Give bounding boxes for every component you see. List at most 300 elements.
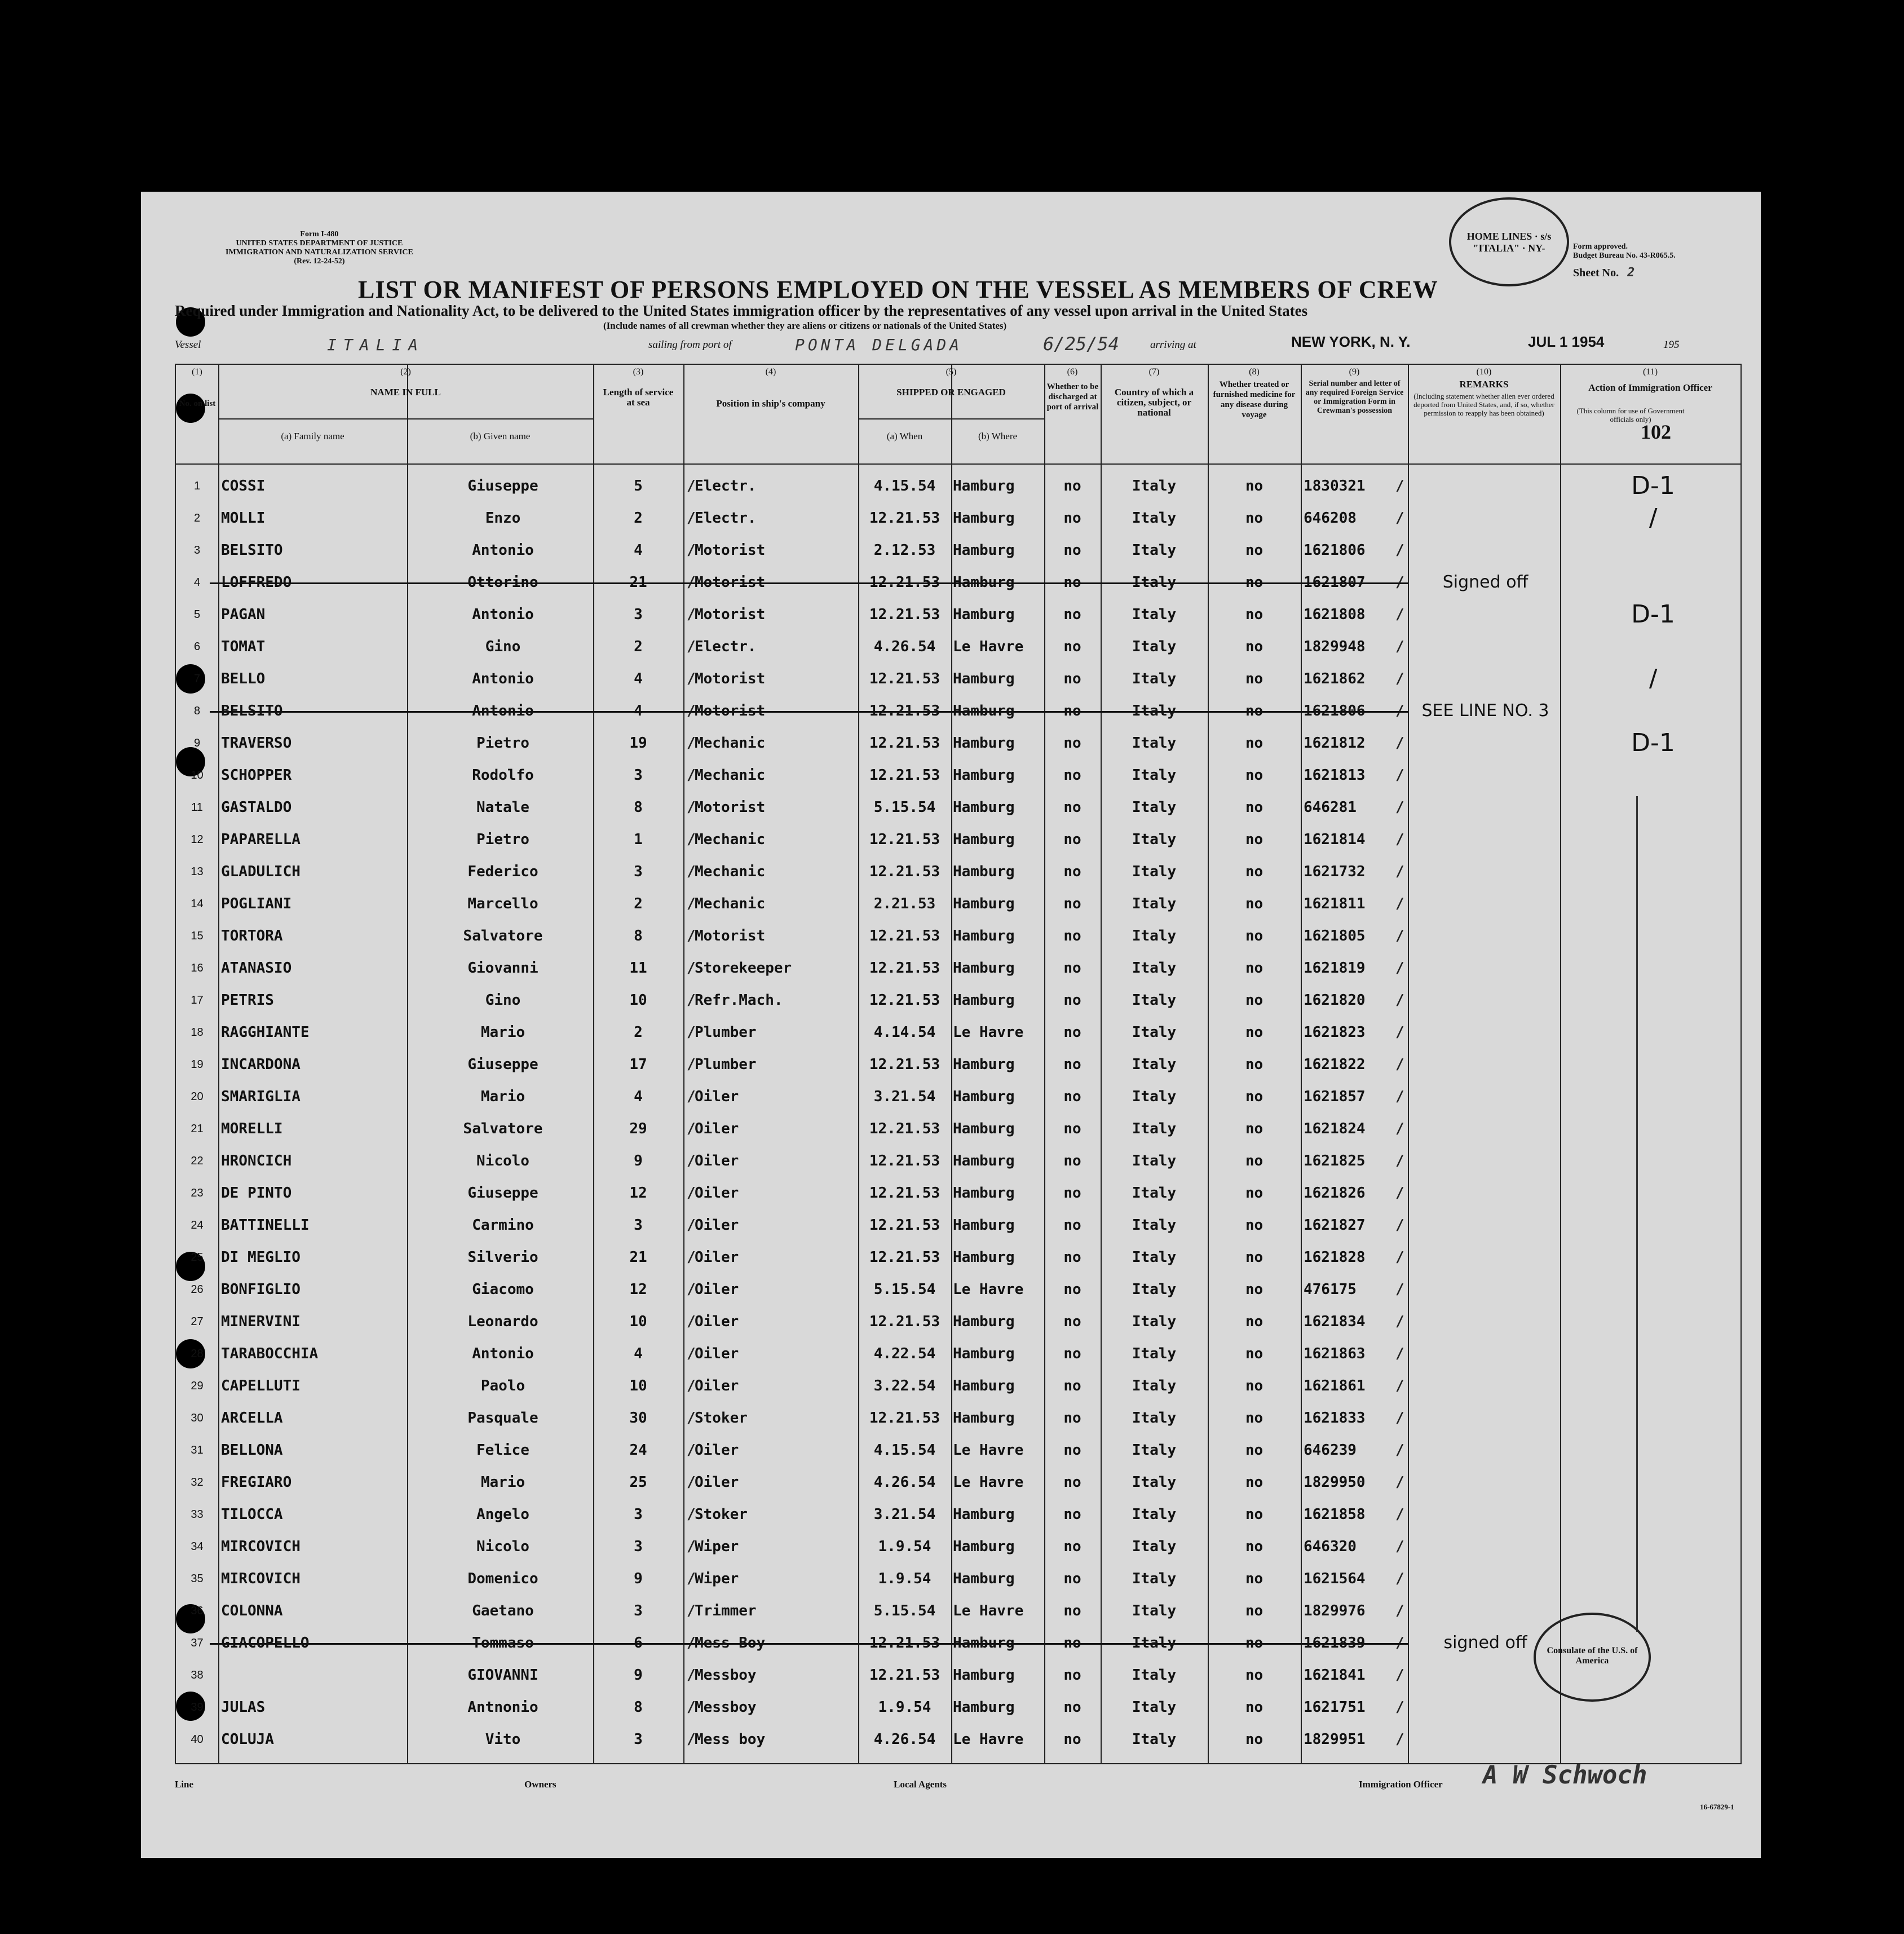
position-tick-icon: / (687, 1345, 696, 1362)
cell-country: Italy (1132, 478, 1177, 494)
cell-disch: no (1063, 1570, 1081, 1587)
cell-n: 16 (191, 962, 204, 974)
position-tick-icon: / (687, 1635, 696, 1652)
cell-country: Italy (1132, 1570, 1177, 1587)
cell-remark (1411, 946, 1560, 978)
check-mark-icon: / (1395, 1731, 1404, 1748)
cell-where: Hamburg (953, 1249, 1015, 1266)
crew-row (176, 1267, 1740, 1299)
cell-country: Italy (1132, 1313, 1177, 1330)
cell-med: no (1245, 1474, 1264, 1491)
position-tick-icon: / (687, 1377, 696, 1394)
cell-where: Le Havre (953, 638, 1024, 655)
cell-family: BELSITO (221, 542, 283, 559)
cell-when: 4.26.54 (873, 638, 936, 655)
cell-n: 38 (191, 1669, 204, 1681)
cell-action (1569, 1396, 1738, 1428)
check-mark-icon: / (1395, 574, 1404, 591)
cell-family: RAGGHIANTE (221, 1024, 310, 1041)
cell-where: Le Havre (953, 1602, 1024, 1619)
cell-n: 15 (191, 930, 204, 942)
cell-serial: 1621806 (1304, 703, 1366, 719)
cell-pos: Oiler (695, 1249, 739, 1266)
cell-disch: no (1063, 1249, 1081, 1266)
position-tick-icon: / (687, 1249, 696, 1266)
cell-given: Natale (476, 799, 529, 816)
cell-serial: 1829950 (1304, 1474, 1366, 1491)
cell-given: Felice (476, 1442, 529, 1459)
cell-remark (1411, 1138, 1560, 1171)
cell-len: 5 (634, 478, 643, 494)
cell-disch: no (1063, 478, 1081, 494)
check-mark-icon: / (1395, 478, 1404, 494)
sheet-number: 2 (1627, 266, 1635, 280)
crew-row (176, 656, 1740, 688)
crew-table: (1) (2) (3) (4) (5) (6) (7) (8) (9) (10) (11) No. on list NAME IN FULL (a) Family name (b) Given name Length of service at sea Position in ship's company SHIPPED OR ENGAGED (a) When (b) Where Whether to be discharged at port of arrival Country of which a citizen, subject, or national Whether treated or furnished medicine for any disease during voyage Serial number and letter of any required Foreign Service or Immigration Form in Crewman's possession REMARKS (Including statement whether alien ever ordered deported from United States, and, if so, whether permission to reapply has been obtained) Action of Immigration Officer (This column for use of Government officials only) 1 COSSI Giuseppe 5 Electr. / 4.15.54 Hamburg no Italy no 1830321 / D-1 2 MOLLI Enzo 2 Electr. / 12.21.53 Hamburg no Italy no 646208 / / 3 BELSITO Antonio 4 Motorist / 2.12.53 Hamburg no Italy no 1621806 / 4 LOFFREDO Ottorino 21 Motorist / 12.21.53 Hamburg no Italy no 1621807 / Signed off 5 PAGAN Antonio 3 Motorist / 12.21.53 Hamburg no Italy no 1621808 / D-1 6 TOMAT Gino 2 Electr. / 4.26.54 Le Havre no Italy no 1829948 / 7 BELLO Antonio 4 Motorist / 12.21.53 Hamburg no Italy no 1621862 / / 8 BELSITO Antonio 4 Motorist / 12.21.53 Hamburg no Italy no 1621806 / SEE LINE NO. 3 9 TRAVERSO Pietro 19 Mechanic / 12.21.53 Hamburg no Italy no 1621812 / D-1 10 SCHOPPER Rodolfo 3 Mechanic / 12.21.53 Hamburg no Italy no 1621813 / 11 GASTALDO Natale 8 Motorist / 5.15.54 Hamburg no Italy no 646281 / 12 PAPARELLA Pietro 1 Mechanic / 12.21.53 Hamburg no Italy no 1621814 / 13 GLADULICH Federico 3 Mechanic / 12.21.53 Hamburg no Italy no 1621732 / 14 POGLIANI Marcello 2 Mechanic / 2.21.53 Hamburg no Italy no 1621811 / 15 TORTORA Salvatore 8 Motorist / 12.21.53 Hamburg no Italy no 1621805 / 16 ATANASIO Giovanni 11 Storekeeper / 12.21.53 Hamburg no Italy no 1621819 / 17 PETRIS Gino 10 Refr.Mach. / 12.21.53 Hamburg no Italy no 1621820 / 18 RAGGHIANTE Mario 2 Plumber / 4.14.54 Le Havre no Italy no 1621823 / 19 INCARDONA Giuseppe 17 Plumber / 12.21.53 Hamburg no Italy no 1621822 / 20 SMARIGLIA Mario 4 Oiler / 3.21.54 Hamburg no Italy no 1621857 / 21 MORELLI Salvatore 29 Oiler / 12.21.53 Hamburg no Italy no 1621824 / 22 HRONCICH Nicolo 9 Oiler / 12.21.53 Hamburg no Italy no 1621825 / 23 DE PINTO Giuseppe 12 Oiler / 12.21.53 Hamburg no Italy no 1621826 / 24 BATTINELLI Carmino 3 Oiler / 12.21.53 Hamburg no Italy no 1621827 / 25 DI MEGLIO Silverio 21 Oiler / 12.21.53 Hamburg no Italy no 1621828 / 26 BONFIGLIO Giacomo 12 Oiler / 5.15.54 Le Havre no Italy no 476175 / 27 MINERVINI Leonardo 10 Oiler / 12.21.53 Hamburg no Italy no 1621834 / 28 TARABOCCHIA Antonio 4 Oiler / 4.22.54 Hamburg no Italy no 1621863 / 29 CAPELLUTI Paolo 10 Oiler / 3.22.54 Hamburg no Italy no 1621861 / 30 ARCELLA Pasquale 30 Stoker / 12.21.53 Hamburg no Italy no 1621833 / 31 BELLONA Felice 24 Oiler / 4.15.54 Le Havre no Italy no 646239 / 32 FREGIARO Mario 25 Oiler / 4.26.54 Le Havre no Italy no 1829950 / 33 TILOCCA Angelo 3 Stoker / 3.21.54 Hamburg no Italy no 1621858 / 34 MIRCOVICH Nicolo 3 Wiper / 1.9.54 Hamburg no Italy no 646320 / 35 MIRCOVICH Domenico 9 Wiper / 1.9.54 Hamburg no Italy no 1621564 / 36 COLONNA Gaetano 3 Trimmer / 5.15.54 Le Havre no Italy no 1829976 / 37 GIACOPELLO Tommaso 6 Mess Boy / 12.21.53 Hamburg no Italy no 1621839 / signed off 38 GIOVANNI 9 Messboy / 12.21.53 Hamburg no Italy no 1621841 / 39 JULAS Antnonio 8 Messboy / 1.9.54 Hamburg no Italy no 1621751 / 40 COLUJA Vito 3 Mess boy / 4.26.54 Le Havre no Italy no 1829951 / (175, 364, 1742, 1764)
cell-med: no (1245, 1281, 1264, 1298)
position-tick-icon: / (687, 1506, 696, 1523)
cell-serial: 646208 (1304, 510, 1357, 527)
cell-n: 21 (191, 1123, 204, 1135)
cell-family: LOFFREDO (221, 574, 292, 591)
cell-when: 1.9.54 (878, 1570, 931, 1587)
cell-family: TRAVERSO (221, 735, 292, 752)
cell-when: 12.21.53 (869, 767, 940, 784)
cell-remark (1411, 1203, 1560, 1235)
cell-n: 25 (191, 1251, 204, 1264)
cell-serial: 1621564 (1304, 1570, 1366, 1587)
cell-action (1569, 1556, 1738, 1588)
crew-row (176, 946, 1740, 978)
cell-when: 12.21.53 (869, 992, 940, 1009)
cell-n: 19 (191, 1058, 204, 1071)
cell-serial: 1621862 (1304, 670, 1366, 687)
crew-row (176, 1524, 1740, 1556)
cell-when: 12.21.53 (869, 1153, 940, 1169)
cell-when: 12.21.53 (869, 1056, 940, 1073)
cell-remark (1411, 1685, 1560, 1717)
crew-row (176, 1235, 1740, 1267)
cell-n: 39 (191, 1701, 204, 1714)
cell-given: Salvatore (463, 1120, 543, 1137)
cell-med: no (1245, 703, 1264, 719)
cell-n: 22 (191, 1155, 204, 1167)
cell-pos: Messboy (695, 1667, 757, 1684)
cell-serial: 1621827 (1304, 1217, 1366, 1234)
cell-n: 7 (193, 673, 201, 685)
cell-pos: Wiper (695, 1570, 739, 1587)
cell-country: Italy (1132, 1538, 1177, 1555)
position-tick-icon: / (687, 1442, 696, 1459)
cell-country: Italy (1132, 1249, 1177, 1266)
cell-med: no (1245, 735, 1264, 752)
crew-row (176, 688, 1740, 721)
cell-remark (1411, 913, 1560, 946)
vessel-line: Vessel ITALIA sailing from port of PONTA DELGADA 6/25/54 arriving at NEW YORK, N. Y. JUL 1 1954 195 (175, 333, 1680, 355)
check-mark-icon: / (1395, 1570, 1404, 1587)
cell-action (1569, 1460, 1738, 1492)
cell-family: HRONCICH (221, 1153, 292, 1169)
cell-when: 12.21.53 (869, 1120, 940, 1137)
check-mark-icon: / (1395, 992, 1404, 1009)
cell-where: Le Havre (953, 1731, 1024, 1748)
cell-where: Hamburg (953, 960, 1015, 977)
cell-med: no (1245, 1442, 1264, 1459)
cell-med: no (1245, 1217, 1264, 1234)
cell-family: ARCELLA (221, 1410, 283, 1427)
cell-country: Italy (1132, 1056, 1177, 1073)
check-mark-icon: / (1395, 1667, 1404, 1684)
cell-pos: Motorist (695, 928, 766, 944)
cell-country: Italy (1132, 1217, 1177, 1234)
cell-len: 11 (629, 960, 647, 977)
position-tick-icon: / (687, 1410, 696, 1427)
cell-action (1569, 1042, 1738, 1074)
check-mark-icon: / (1395, 670, 1404, 687)
cell-country: Italy (1132, 638, 1177, 655)
check-mark-icon: / (1395, 1345, 1404, 1362)
cell-family: JULAS (221, 1699, 266, 1716)
cell-when: 12.21.53 (869, 1217, 940, 1234)
crew-row (176, 624, 1740, 656)
cell-given: Gino (485, 992, 521, 1009)
cell-disch: no (1063, 767, 1081, 784)
cell-med: no (1245, 1056, 1264, 1073)
crew-row (176, 1396, 1740, 1428)
consulate-seal: Consulate of the U.S. of America (1534, 1613, 1651, 1702)
cell-when: 5.15.54 (873, 1281, 936, 1298)
cell-disch: no (1063, 1153, 1081, 1169)
cell-len: 3 (634, 863, 643, 880)
cell-serial: 1621751 (1304, 1699, 1366, 1716)
cell-pos: Oiler (695, 1281, 739, 1298)
cell-len: 4 (634, 1088, 643, 1105)
cell-disch: no (1063, 895, 1081, 912)
cell-given: Domenico (467, 1570, 538, 1587)
cell-med: no (1245, 1699, 1264, 1716)
cell-country: Italy (1132, 1120, 1177, 1137)
cell-given: Nicolo (476, 1153, 529, 1169)
cell-len: 12 (629, 1281, 647, 1298)
cell-action (1569, 1524, 1738, 1556)
cell-action (1569, 528, 1738, 560)
cell-country: Italy (1132, 767, 1177, 784)
cell-where: Hamburg (953, 1377, 1015, 1394)
cell-family: COSSI (221, 478, 266, 494)
cell-when: 4.15.54 (873, 1442, 936, 1459)
cell-when: 12.21.53 (869, 831, 940, 848)
cell-family: TOMAT (221, 638, 266, 655)
cell-country: Italy (1132, 1506, 1177, 1523)
cell-where: Le Havre (953, 1024, 1024, 1041)
cell-len: 3 (634, 606, 643, 623)
cell-pos: Oiler (695, 1313, 739, 1330)
cell-action (1569, 817, 1738, 849)
check-mark-icon: / (1395, 863, 1404, 880)
cell-med: no (1245, 606, 1264, 623)
cell-len: 19 (629, 735, 647, 752)
cell-remark (1411, 592, 1560, 624)
cell-med: no (1245, 799, 1264, 816)
cell-given: Pietro (476, 735, 529, 752)
cell-action (1569, 1717, 1738, 1749)
cell-n: 28 (191, 1348, 204, 1360)
cell-disch: no (1063, 1731, 1081, 1748)
cell-family: MORELLI (221, 1120, 283, 1137)
cell-family: TILOCCA (221, 1506, 283, 1523)
cell-when: 12.21.53 (869, 1635, 940, 1652)
cell-remark (1411, 1363, 1560, 1396)
cell-given: Salvatore (463, 928, 543, 944)
cell-len: 29 (629, 1120, 647, 1137)
cell-country: Italy (1132, 1410, 1177, 1427)
cell-disch: no (1063, 510, 1081, 527)
cell-given: Paolo (480, 1377, 525, 1394)
cell-remark (1411, 1396, 1560, 1428)
cell-med: no (1245, 928, 1264, 944)
cell-n: 23 (191, 1187, 204, 1199)
crew-row (176, 1653, 1740, 1685)
cell-country: Italy (1132, 863, 1177, 880)
cell-country: Italy (1132, 735, 1177, 752)
cell-n: 40 (191, 1733, 204, 1746)
arrival-port: NEW YORK, N. Y. (1291, 333, 1411, 350)
cell-serial: 1621805 (1304, 928, 1366, 944)
cell-given: Marcello (467, 895, 538, 912)
arrival-date: JUL 1 1954 (1528, 333, 1605, 350)
check-mark-icon: / (1395, 960, 1404, 977)
cell-pos: Mechanic (695, 895, 766, 912)
cell-pos: Stoker (695, 1410, 748, 1427)
position-tick-icon: / (687, 1570, 696, 1587)
check-mark-icon: / (1395, 1410, 1404, 1427)
cell-med: no (1245, 767, 1264, 784)
cell-remark (1411, 1717, 1560, 1749)
check-mark-icon: / (1395, 510, 1404, 527)
cell-n: 20 (191, 1090, 204, 1103)
crew-row (176, 528, 1740, 560)
cell-action (1569, 913, 1738, 946)
cell-remark: Signed off (1442, 572, 1528, 592)
cell-where: Hamburg (953, 1153, 1015, 1169)
cell-country: Italy (1132, 1024, 1177, 1041)
strikethrough-line (210, 1643, 1408, 1645)
cell-med: no (1245, 1602, 1264, 1619)
cell-action (1569, 1235, 1738, 1267)
cell-pos: Mess Boy (695, 1635, 766, 1652)
cell-given: Antonio (472, 703, 534, 719)
cell-given: Nicolo (476, 1538, 529, 1555)
cell-remark (1411, 1299, 1560, 1331)
cell-when: 12.21.53 (869, 1313, 940, 1330)
cell-len: 17 (629, 1056, 647, 1073)
cell-pos: Messboy (695, 1699, 757, 1716)
cell-med: no (1245, 831, 1264, 848)
cell-len: 2 (634, 1024, 643, 1041)
cell-where: Hamburg (953, 831, 1015, 848)
cell-action (1569, 1267, 1738, 1299)
cell-med: no (1245, 1538, 1264, 1555)
form-identification: Form I-480 UNITED STATES DEPARTMENT OF JUSTICE IMMIGRATION AND NATURALIZATION SERVICE (Rev. 12-24-52) (226, 230, 413, 266)
cell-remark (1411, 1556, 1560, 1588)
cell-len: 6 (634, 1635, 643, 1652)
position-tick-icon: / (687, 1217, 696, 1234)
cell-len: 9 (634, 1667, 643, 1684)
check-mark-icon: / (1395, 703, 1404, 719)
cell-remark (1411, 849, 1560, 881)
cell-remark: signed off (1443, 1633, 1527, 1653)
cell-med: no (1245, 1185, 1264, 1202)
cell-action (1569, 1428, 1738, 1460)
cell-where: Le Havre (953, 1281, 1024, 1298)
position-tick-icon: / (687, 1153, 696, 1169)
cell-med: no (1245, 542, 1264, 559)
cell-when: 5.15.54 (873, 799, 936, 816)
cell-n: 17 (191, 994, 204, 1006)
cell-action (1569, 1074, 1738, 1106)
position-tick-icon: / (687, 670, 696, 687)
cell-where: Hamburg (953, 1345, 1015, 1362)
cell-given: Antonio (472, 542, 534, 559)
cell-family: ATANASIO (221, 960, 292, 977)
check-mark-icon: / (1395, 1024, 1404, 1041)
cell-pos: Mechanic (695, 767, 766, 784)
cell-med: no (1245, 1120, 1264, 1137)
cell-remark (1411, 463, 1560, 496)
cell-disch: no (1063, 703, 1081, 719)
cell-disch: no (1063, 1185, 1081, 1202)
crew-row (176, 592, 1740, 624)
cell-pos: Motorist (695, 670, 766, 687)
cell-n: 36 (191, 1605, 204, 1617)
cell-where: Le Havre (953, 1474, 1024, 1491)
cell-disch: no (1063, 1088, 1081, 1105)
cell-med: no (1245, 1313, 1264, 1330)
cell-action (1569, 785, 1738, 817)
position-tick-icon: / (687, 606, 696, 623)
cell-remark (1411, 1171, 1560, 1203)
cell-n: 11 (191, 801, 203, 814)
page-mark: 102 (1641, 421, 1671, 443)
cell-pos: Motorist (695, 574, 766, 591)
cell-when: 12.21.53 (869, 510, 940, 527)
cell-where: Hamburg (953, 1538, 1015, 1555)
cell-where: Hamburg (953, 799, 1015, 816)
cell-when: 4.14.54 (873, 1024, 936, 1041)
cell-serial: 1621813 (1304, 767, 1366, 784)
cell-country: Italy (1132, 831, 1177, 848)
crew-row (176, 1685, 1740, 1717)
cell-when: 4.22.54 (873, 1345, 936, 1362)
cell-med: no (1245, 960, 1264, 977)
crew-row (176, 1363, 1740, 1396)
strikethrough-line (210, 711, 1408, 713)
cell-disch: no (1063, 1217, 1081, 1234)
crew-row (176, 849, 1740, 881)
cell-len: 2 (634, 510, 643, 527)
cell-remark (1411, 1106, 1560, 1138)
cell-country: Italy (1132, 895, 1177, 912)
cell-pos: Plumber (695, 1024, 757, 1041)
cell-remark (1411, 721, 1560, 753)
cell-disch: no (1063, 1442, 1081, 1459)
check-mark-icon: / (1395, 735, 1404, 752)
cell-given: Giacomo (472, 1281, 534, 1298)
cell-serial: 646281 (1304, 799, 1357, 816)
cell-where: Hamburg (953, 767, 1015, 784)
cell-serial: 476175 (1304, 1281, 1357, 1298)
crew-row (176, 1042, 1740, 1074)
cell-med: no (1245, 478, 1264, 494)
crew-row (176, 753, 1740, 785)
cell-serial: 1621811 (1304, 895, 1366, 912)
vessel-name: ITALIA (327, 335, 425, 354)
cell-when: 4.26.54 (873, 1474, 936, 1491)
cell-disch: no (1063, 960, 1081, 977)
cell-family: BATTINELLI (221, 1217, 310, 1234)
cell-pos: Trimmer (695, 1602, 757, 1619)
cell-country: Italy (1132, 992, 1177, 1009)
check-mark-icon: / (1395, 799, 1404, 816)
position-tick-icon: / (687, 1185, 696, 1202)
cell-n: 37 (191, 1637, 204, 1649)
cell-pos: Mess boy (695, 1731, 766, 1748)
cell-action (1569, 849, 1738, 881)
cell-family: MIRCOVICH (221, 1570, 301, 1587)
check-mark-icon: / (1395, 1120, 1404, 1137)
cell-country: Italy (1132, 1153, 1177, 1169)
cell-remark (1411, 1235, 1560, 1267)
cell-serial: 646320 (1304, 1538, 1357, 1555)
cell-serial: 1830321 (1304, 478, 1366, 494)
cell-country: Italy (1132, 1345, 1177, 1362)
cell-n: 14 (191, 898, 204, 910)
cell-disch: no (1063, 1538, 1081, 1555)
cell-disch: no (1063, 1056, 1081, 1073)
cell-pos: Electr. (695, 638, 757, 655)
cell-n: 6 (193, 641, 201, 653)
cell-action (1569, 753, 1738, 785)
cell-serial: 1621863 (1304, 1345, 1366, 1362)
cell-given: Giovanni (467, 960, 538, 977)
cell-where: Hamburg (953, 1635, 1015, 1652)
position-tick-icon: / (687, 1538, 696, 1555)
cell-med: no (1245, 1345, 1264, 1362)
position-tick-icon: / (687, 1088, 696, 1105)
cell-country: Italy (1132, 1635, 1177, 1652)
cell-country: Italy (1132, 799, 1177, 816)
cell-action (1569, 978, 1738, 1010)
cell-med: no (1245, 1153, 1264, 1169)
cell-given: GIOVANNI (467, 1667, 538, 1684)
check-mark-icon: / (1395, 1602, 1404, 1619)
crew-row (176, 1010, 1740, 1042)
cell-serial: 646239 (1304, 1442, 1357, 1459)
check-mark-icon: / (1395, 1249, 1404, 1266)
cell-country: Italy (1132, 606, 1177, 623)
cell-where: Hamburg (953, 1313, 1015, 1330)
cell-serial: 1621814 (1304, 831, 1366, 848)
cell-given: Silverio (467, 1249, 538, 1266)
cell-med: no (1245, 670, 1264, 687)
cell-when: 12.21.53 (869, 735, 940, 752)
cell-where: Hamburg (953, 703, 1015, 719)
cell-given: Giuseppe (467, 1056, 538, 1073)
cell-family (221, 1653, 407, 1685)
cell-serial: 1621812 (1304, 735, 1366, 752)
cell-action: / (1649, 664, 1658, 688)
cell-family: GASTALDO (221, 799, 292, 816)
